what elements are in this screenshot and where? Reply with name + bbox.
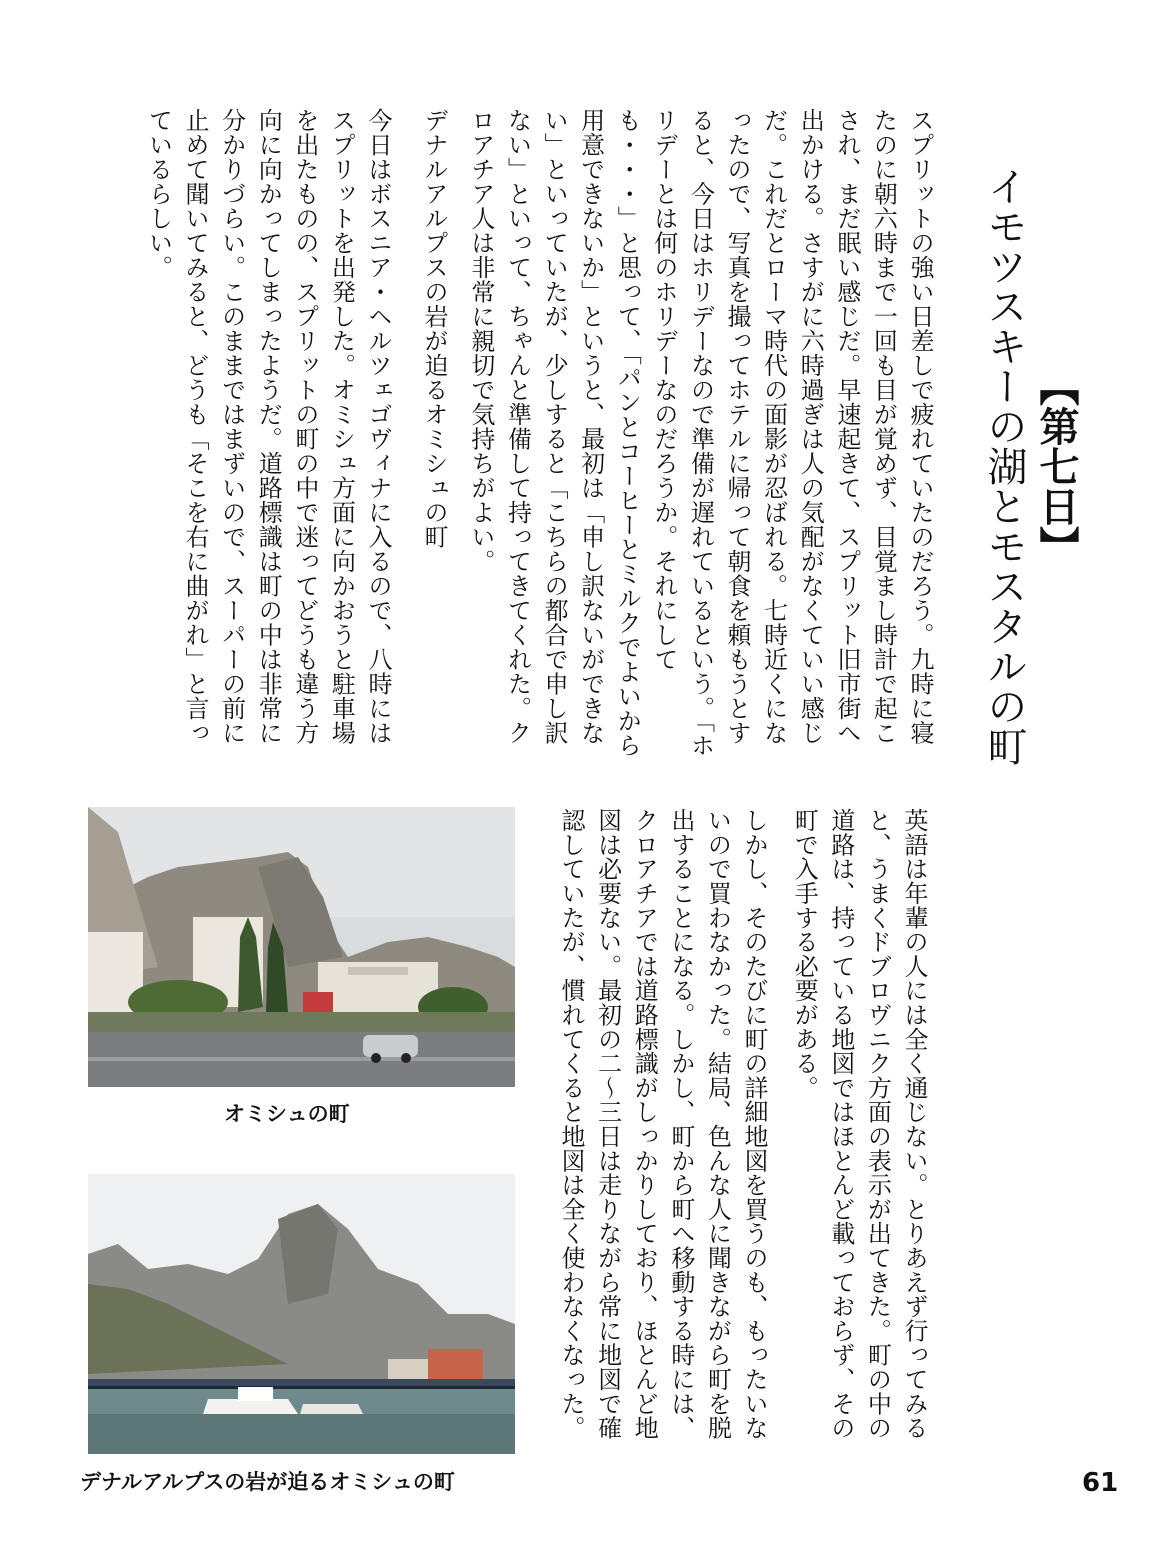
paragraph-maps: しかし、そのたびに町の詳細地図を買うのも、もったいないので買わなかった。結局、色んな人に聞きながら町を脱出することになる。しかし、町から町へ移動する時には、クロアチアでは道路標識がしっかりしており、ほとんど地図は必要ない。最初の二～三日は走りながら常に地図で確認していたが、慣れてくると地図は全く使わなくなった。 <box>557 808 768 1440</box>
chapter-subtitle: イモツスキーの湖とモスタルの町 <box>981 166 1027 766</box>
paragraph-departure: 今日はボスニア・ヘルツェゴヴィナに入るので、八時にはスプリットを出発した。オミシュ方面に向かおうと駐車場を出たものの、スプリットの町の中で迷ってどうも違う方向に向かってしまったようだ。道路標識は町の中は非常に分かりづらい。このままではまずいので、スーパーの前に止めて聞いてみると、どうも「そこを右に曲がれ」と言っているらしい。 <box>144 108 392 745</box>
paragraph-english: 英語は年輩の人には全く通じない。とりあえず行ってみると、うまくドブロヴニク方面の表示が出てきた。町の中の道路は、持っている地図ではほとんど載っておらず、その町で入手する必要がある。 <box>790 808 928 1440</box>
chapter-label: 【第七日】 <box>1033 366 1079 566</box>
paragraph-morning-split: スプリットの強い日差しで疲れていたのだろう。九時に寝たのに朝六時まで一回も目が覚めず、目覚まし時計で起こされ、まだ眠い感じだ。早速起きて、スプリット旧市街へ出かける。さすがに六時過ぎは人の気配がなくていい感じだ。これだとローマ時代の面影が忍ばれる。七時近くになったので、写真を撮ってホテルに帰って朝食を頼もうとすると、今日はホリデーなので準備が遅れているという。「ホリデーとは何のホリデーなのだろうか。それにしても・・・」と思って、「パンとコーヒーとミルクでよいから用意できないか」というと、最初は「申し訳ないができない」といっていたが、少しすると「こちらの都合で申し訳ない」といって、ちゃんと準備して持ってきてくれた。クロアチア人は非常に親切で気持ちがよい。 <box>466 108 934 758</box>
page-number: 61 <box>1082 1468 1119 1498</box>
photo-caption-1: オミシュの町 <box>224 1102 350 1126</box>
photo-dinaric-alps-omis <box>88 1174 515 1454</box>
photo-caption-2: デナルアルプスの岩が迫るオミシュの町 <box>80 1470 455 1494</box>
section-heading: デナルアルプスの岩が迫るオミシュの町 <box>420 108 448 549</box>
photo-omis-town <box>88 807 515 1087</box>
chapter-title <box>978 106 1082 826</box>
